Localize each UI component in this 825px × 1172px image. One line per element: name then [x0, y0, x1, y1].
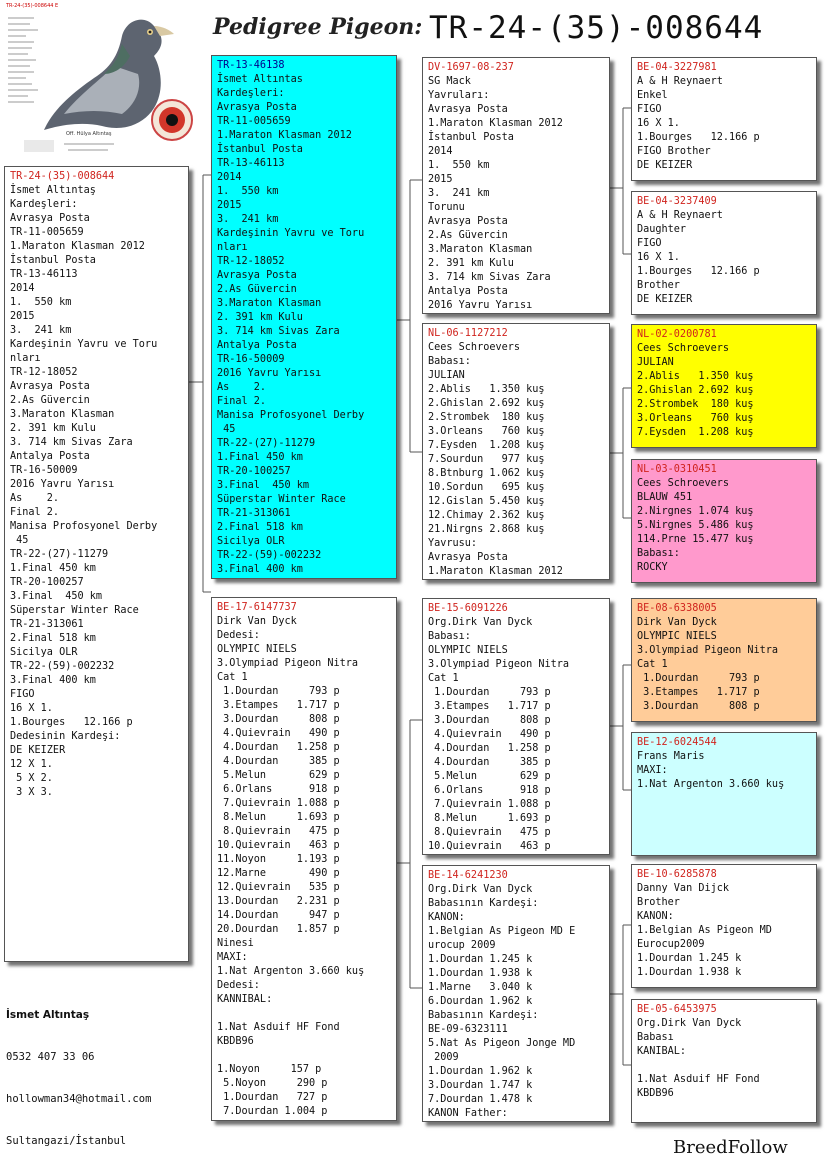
dam-dam-box — [422, 865, 610, 1122]
pedigree-line: 2016 Yavru Yarısı — [10, 479, 115, 490]
pedigree-line: 2009 — [428, 1052, 459, 1063]
pedigree-line: TR-21-313061 — [217, 508, 291, 519]
pedigree-line: TR-13-46113 — [217, 158, 285, 169]
pedigree-line: BLAUW 451 — [637, 492, 693, 503]
pedigree-line: TR-22-(27)-11279 — [10, 549, 109, 560]
pedigree-line: 16 X 1. — [10, 703, 53, 714]
owner-location: Sultangazi/İstanbul — [6, 1135, 127, 1147]
pedigree-line — [217, 1049, 396, 1063]
pedigree-line: 21.Nirgns 2.868 kuş — [428, 524, 545, 535]
pedigree-line: 7.Quievrain 1.088 p — [428, 799, 551, 810]
sire-dam-box — [422, 323, 610, 580]
pedigree-line: 3.Maraton Klasman — [428, 244, 533, 255]
pedigree-line: 2.As Güvercin — [217, 284, 297, 295]
pedigree-line: 2.Final 518 km — [217, 522, 303, 533]
pedigree-line: 1.Maraton Klasman 2012 — [217, 130, 352, 141]
pedigree-line: 3.Olympiad Pigeon Nitra — [428, 659, 570, 670]
pedigree-line: Avrasya Posta — [10, 213, 90, 224]
pedigree-line: Org.Dirk Van Dyck — [428, 884, 533, 895]
pedigree-line: 3.Maraton Klasman — [217, 298, 322, 309]
pedigree-line: 1.Belgian As Pigeon MD E — [428, 926, 576, 937]
pedigree-line: Brother — [637, 280, 680, 291]
pedigree-line: MAXI: — [217, 952, 248, 963]
pedigree-line: Final 2. — [217, 396, 267, 407]
pedigree-line: 6.Orlans 918 p — [428, 785, 551, 796]
pedigree-line: 1.Noyon 157 p — [217, 1064, 322, 1075]
pedigree-line: 3.Final 450 km — [10, 591, 103, 602]
pedigree-line: 12.Marne 490 p — [217, 868, 340, 879]
pedigree-line: 7.Eysden 1.208 kuş — [637, 427, 754, 438]
pedigree-line: 3.Etampes 1.717 p — [428, 701, 551, 712]
pedigree-line: TR-20-100257 — [10, 577, 84, 588]
pedigree-line: FIGO — [637, 238, 662, 249]
pedigree-line: DE KEIZER — [10, 745, 66, 756]
pedigree-line: TR-21-313061 — [10, 619, 84, 630]
ring-number: BE-08-6338005 — [637, 603, 717, 614]
subject-box — [4, 166, 189, 962]
pedigree-line: Cat 1 — [637, 659, 668, 670]
pedigree-line: Yavruları: — [428, 90, 490, 101]
pedigree-line: Avrasya Posta — [10, 381, 90, 392]
thumbnail-ring: TR-24-(35)-008644 E — [6, 3, 59, 9]
pedigree-line: 4.Dourdan 1.258 p — [428, 743, 551, 754]
pedigree-line: Dedesi: — [217, 630, 260, 641]
pedigree-line: Avrasya Posta — [428, 216, 508, 227]
footer-brand: BreedFollow — [673, 1137, 788, 1158]
pedigree-line: 3.Dourdan 808 p — [428, 715, 551, 726]
pedigree-line: 1.Dourdan 1.245 k — [637, 953, 742, 964]
pedigree-line: Avrasya Posta — [428, 552, 508, 563]
pedigree-line: 1.Dourdan 1.938 k — [428, 968, 533, 979]
owner-phone: 0532 407 33 06 — [6, 1051, 95, 1063]
pedigree-line: 3. 714 km Sivas Zara — [428, 272, 551, 283]
pedigree-line: 1.Maraton Klasman 2012 — [428, 118, 563, 129]
pedigree-line: KANON: — [637, 911, 674, 922]
sire-dam-sire-box — [631, 324, 817, 448]
pedigree-line: Kardeşleri: — [10, 199, 78, 210]
pedigree-line: Frans Maris — [637, 751, 705, 762]
pedigree-line: 6.Orlans 918 p — [217, 784, 340, 795]
pedigree-line: ROCKY — [637, 562, 668, 573]
pedigree-line: 2.As Güvercin — [428, 230, 508, 241]
pedigree-line: FIGO — [10, 689, 35, 700]
pedigree-line: Manisa Profosyonel Derby — [10, 521, 158, 532]
pedigree-line: 3. 241 km — [10, 325, 72, 336]
sire-box — [211, 55, 397, 579]
pedigree-line: Avrasya Posta — [428, 104, 508, 115]
pedigree-line: 45 — [10, 535, 29, 546]
pedigree-line: A & H Reynaert — [637, 210, 723, 221]
pedigree-line: Antalya Posta — [428, 286, 508, 297]
pedigree-line: TR-11-005659 — [217, 116, 291, 127]
pedigree-line: 12 X 1. — [10, 759, 53, 770]
pedigree-line: Cat 1 — [428, 673, 459, 684]
pedigree-line: 2.Strombek 180 kuş — [637, 399, 754, 410]
pedigree-line: 1.Nat Argenton 3.660 kuş — [217, 966, 365, 977]
pedigree-line: 3. 241 km — [217, 214, 279, 225]
pedigree-line: 1.Bourges 12.166 p — [637, 132, 760, 143]
pedigree-line: TR-22-(27)-11279 — [217, 438, 316, 449]
ring-number: BE-17-6147737 — [217, 602, 297, 613]
pedigree-line: Ninesi — [217, 938, 254, 949]
pedigree-line: İsmet Altıntaş — [10, 185, 96, 196]
pedigree-line: FIGO — [637, 104, 662, 115]
sire-sire-sire-box — [631, 57, 817, 181]
pedigree-line: DE KEIZER — [637, 160, 693, 171]
pedigree-line: 3.Dourdan 1.747 k — [428, 1080, 533, 1091]
pedigree-line: As 2. — [10, 493, 60, 504]
pedigree-line: 6.Dourdan 1.962 k — [428, 996, 533, 1007]
pedigree-line: urocup 2009 — [428, 940, 496, 951]
pedigree-line: 1.Dourdan 793 p — [217, 686, 340, 697]
pedigree-line: MAXI: — [637, 765, 668, 776]
pedigree-line: 13.Dourdan 2.231 p — [217, 896, 340, 907]
pedigree-line: 3.Olympiad Pigeon Nitra — [217, 658, 359, 669]
ring-number: TR-24-(35)-008644 — [10, 171, 115, 182]
ring-number: BE-04-3237409 — [637, 196, 717, 207]
pedigree-line: 5.Nat As Pigeon Jonge MD — [428, 1038, 576, 1049]
pedigree-line: 2.Ablis 1.350 kuş — [637, 371, 754, 382]
pedigree-line: 3.Dourdan 808 p — [637, 701, 760, 712]
pedigree-line: 2. 391 km Kulu — [428, 258, 514, 269]
dam-sire-box — [422, 598, 610, 855]
pedigree-line: 1.Maraton Klasman 2012 — [428, 566, 563, 577]
pedigree-line: Dirk Van Dyck — [217, 616, 297, 627]
page-label: Pedigree Pigeon: — [213, 14, 423, 40]
pedigree-line: 1.Nat Argenton 3.660 kuş — [637, 779, 785, 790]
pedigree-line: 3. 714 km Sivas Zara — [217, 326, 340, 337]
pedigree-line: 8.Quievrain 475 p — [428, 827, 551, 838]
owner-name: İsmet Altıntaş — [6, 1009, 90, 1021]
pedigree-line: JULIAN — [637, 357, 674, 368]
pedigree-line: Final 2. — [10, 507, 60, 518]
pedigree-line: DE KEIZER — [637, 294, 693, 305]
pigeon-thumbnail — [4, 4, 200, 154]
pedigree-line: 1.Nat Asduif HF Fond — [637, 1074, 760, 1085]
ring-number: NL-02-0200781 — [637, 329, 717, 340]
pedigree-line: 3.Final 400 km — [217, 564, 303, 575]
pedigree-line: 3.Etampes 1.717 p — [217, 700, 340, 711]
pedigree-line: 4.Quievrain 490 p — [217, 728, 340, 739]
pedigree-line: As 2. — [217, 382, 267, 393]
pedigree-line: 1.Maraton Klasman 2012 — [10, 241, 145, 252]
pedigree-line: 12.Gislan 5.450 kuş — [428, 496, 545, 507]
pedigree-line: Enkel — [637, 90, 668, 101]
pedigree-line: 2. 391 km Kulu — [10, 423, 96, 434]
pedigree-line: Kardeşinin Yavru ve Toru — [217, 228, 365, 239]
pedigree-line: Avrasya Posta — [217, 270, 297, 281]
pedigree-line: 1.Bourges 12.166 p — [10, 717, 133, 728]
ring-number: BE-12-6024544 — [637, 737, 717, 748]
pedigree-line: 8.Quievrain 475 p — [217, 826, 340, 837]
pedigree-line: 2.Nirgnes 1.074 kuş — [637, 506, 754, 517]
pedigree-line: 7.Dourdan 1.004 p — [217, 1106, 328, 1117]
pedigree-line: İstanbul Posta — [217, 144, 303, 155]
pedigree-line: Manisa Profosyonel Derby — [217, 410, 365, 421]
pedigree-line: 1.Dourdan 1.938 k — [637, 967, 742, 978]
pedigree-line — [217, 1007, 396, 1021]
pedigree-line: FIGO Brother — [637, 146, 711, 157]
pedigree-line: Org.Dirk Van Dyck — [428, 617, 533, 628]
pedigree-line: Kardeşleri: — [217, 88, 285, 99]
pedigree-line: 2.As Güvercin — [10, 395, 90, 406]
pedigree-line: 2. 391 km Kulu — [217, 312, 303, 323]
pedigree-line: 2.Strombek 180 kuş — [428, 412, 545, 423]
pedigree-line: TR-20-100257 — [217, 466, 291, 477]
pedigree-line: 2015 — [428, 174, 453, 185]
ring-number: BE-05-6453975 — [637, 1004, 717, 1015]
pedigree-line: 5.Melun 629 p — [217, 770, 340, 781]
dam-box — [211, 597, 397, 1121]
pedigree-line: TR-22-(59)-002232 — [10, 661, 115, 672]
ring-number: BE-04-3227981 — [637, 62, 717, 73]
pedigree-line: TR-13-46113 — [10, 269, 78, 280]
pedigree-line: OLYMPIC NIELS — [428, 645, 508, 656]
pedigree-line: 20.Dourdan 1.857 p — [217, 924, 340, 935]
pedigree-line: Yavrusu: — [428, 538, 478, 549]
pedigree-line: KANON Father: — [428, 1108, 508, 1119]
pedigree-line: 3.Orleans 760 kuş — [637, 413, 754, 424]
pedigree-line: 2016 Yavru Yarısı — [428, 300, 533, 311]
pedigree-line: 7.Dourdan 1.478 k — [428, 1094, 533, 1105]
pedigree-line: Cees Schroevers — [637, 478, 730, 489]
ring-number: NL-03-0310451 — [637, 464, 717, 475]
pedigree-line: 8.Btnburg 1.062 kuş — [428, 468, 545, 479]
pedigree-line: Cees Schroevers — [428, 342, 521, 353]
pedigree-line: KANIBAL: — [637, 1046, 687, 1057]
sire-sire-box — [422, 57, 610, 314]
pedigree-line: 7.Sourdun 977 kuş — [428, 454, 545, 465]
pedigree-line: 1.Nat Asduif HF Fond — [217, 1022, 340, 1033]
pedigree-line: KBDB96 — [637, 1088, 674, 1099]
pedigree-line: 7.Eysden 1.208 kuş — [428, 440, 545, 451]
pedigree-line: 1.Dourdan 1.245 k — [428, 954, 533, 965]
pedigree-line: 5 X 2. — [10, 773, 53, 784]
pedigree-line: 3.Maraton Klasman — [10, 409, 115, 420]
pedigree-line: KBDB96 — [217, 1036, 254, 1047]
pedigree-line: TR-12-18052 — [217, 256, 285, 267]
pedigree-line: Süperstar Winter Race — [10, 605, 139, 616]
pedigree-line: Babası: — [637, 548, 680, 559]
sire-sire-dam-box — [631, 191, 817, 315]
pedigree-line: 3.Orleans 760 kuş — [428, 426, 545, 437]
pedigree-line: İsmet Altıntas — [217, 74, 303, 85]
pedigree-line: İstanbul Posta — [10, 255, 96, 266]
pedigree-line: 2016 Yavru Yarısı — [217, 368, 322, 379]
pedigree-line: TR-22-(59)-002232 — [217, 550, 322, 561]
pedigree-line: 1. 550 km — [10, 297, 72, 308]
pedigree-line: Kardeşinin Yavru ve Toru — [10, 339, 158, 350]
pedigree-line: Dedesinin Kardeşi: — [10, 731, 121, 742]
pedigree-line: 2015 — [10, 311, 35, 322]
pedigree-line: 2.Ghislan 2.692 kuş — [428, 398, 545, 409]
pedigree-line: Babasının Kardeşi: — [428, 1010, 539, 1021]
pedigree-line: SG Mack — [428, 76, 471, 87]
ring-number: TR-13-46138 — [217, 60, 285, 71]
pedigree-line: 2.Ablis 1.350 kuş — [428, 384, 545, 395]
pedigree-line: 2014 — [217, 172, 242, 183]
pedigree-line: 16 X 1. — [637, 118, 680, 129]
pedigree-line: 5.Noyon 290 p — [217, 1078, 328, 1089]
owner-email[interactable]: hollowman34@hotmail.com — [6, 1093, 152, 1105]
pedigree-line: 12.Quievrain 535 p — [217, 882, 340, 893]
pedigree-line: Cees Schroevers — [637, 343, 730, 354]
pedigree-line: 1.Bourges 12.166 p — [637, 266, 760, 277]
pedigree-line: 1.Marne 3.040 k — [428, 982, 533, 993]
pedigree-line: 5.Nirgnes 5.486 kuş — [637, 520, 754, 531]
thumbnail-caption: Off. Hülya Altıntaş — [66, 131, 112, 137]
dam-sire-sire-box — [631, 598, 817, 722]
pedigree-line: nları — [10, 353, 41, 364]
pedigree-line: Antalya Posta — [217, 340, 297, 351]
pedigree-line: TR-11-005659 — [10, 227, 84, 238]
ring-number: NL-06-1127212 — [428, 328, 508, 339]
pedigree-line: 3.Final 450 km — [217, 480, 310, 491]
pedigree-line: 1.Dourdan 1.962 k — [428, 1066, 533, 1077]
pedigree-line: 2.Final 518 km — [10, 633, 96, 644]
pedigree-line: 4.Dourdan 385 p — [428, 757, 551, 768]
pedigree-line: KANON: — [428, 912, 465, 923]
pedigree-line: nları — [217, 242, 248, 253]
pedigree-line: Torunu — [428, 202, 465, 213]
pedigree-line: 1.Dourdan 793 p — [428, 687, 551, 698]
pedigree-line: Danny Van Dijck — [637, 883, 730, 894]
pedigree-line: Brother — [637, 897, 680, 908]
pedigree-line: 1. 550 km — [428, 160, 490, 171]
pedigree-line: 5.Melun 629 p — [428, 771, 551, 782]
pedigree-line: 16 X 1. — [637, 252, 680, 263]
pedigree-line: Dirk Van Dyck — [637, 617, 717, 628]
pedigree-line: 8.Melun 1.693 p — [428, 813, 551, 824]
pedigree-line: 3.Dourdan 808 p — [217, 714, 340, 725]
pedigree-line: 10.Quievrain 463 p — [428, 841, 551, 852]
pedigree-line: 3. 241 km — [428, 188, 490, 199]
pedigree-line: Sicilya OLR — [10, 647, 78, 658]
pedigree-line: Org.Dirk Van Dyck — [637, 1018, 742, 1029]
pedigree-line: JULIAN — [428, 370, 465, 381]
pedigree-line: Babası: — [428, 356, 471, 367]
pedigree-line: 7.Quievrain 1.088 p — [217, 798, 340, 809]
pedigree-line: 45 — [217, 424, 236, 435]
pedigree-line: 3.Olympiad Pigeon Nitra — [637, 645, 779, 656]
owner-info — [6, 980, 151, 1162]
pedigree-line: TR-16-50009 — [217, 354, 285, 365]
pedigree-line: Süperstar Winter Race — [217, 494, 346, 505]
pedigree-line: 1.Final 450 km — [10, 563, 96, 574]
dam-dam-dam-box — [631, 999, 817, 1123]
pedigree-line: 10.Quievrain 463 p — [217, 840, 340, 851]
pedigree-line: 4.Dourdan 1.258 p — [217, 742, 340, 753]
pedigree-line: Antalya Posta — [10, 451, 90, 462]
ring-number: BE-14-6241230 — [428, 870, 508, 881]
pedigree-line: Avrasya Posta — [217, 102, 297, 113]
pedigree-line: İstanbul Posta — [428, 132, 514, 143]
pedigree-line: 1.Belgian As Pigeon MD — [637, 925, 772, 936]
pedigree-line: 3.Final 400 km — [10, 675, 96, 686]
pedigree-line: 1.Dourdan 727 p — [217, 1092, 328, 1103]
sire-dam-dam-box — [631, 459, 817, 583]
pedigree-line: 1.Final 450 km — [217, 452, 303, 463]
page-title: TR-24-(35)-008644 — [429, 10, 764, 46]
pedigree-line: 2014 — [428, 146, 453, 157]
pedigree-line: TR-16-50009 — [10, 465, 78, 476]
pedigree-line: 4.Quievrain 490 p — [428, 729, 551, 740]
dam-sire-dam-box — [631, 732, 817, 856]
pedigree-line: 2.Ghislan 2.692 kuş — [637, 385, 754, 396]
pedigree-line: 2015 — [217, 200, 242, 211]
pedigree-line: Babası: — [428, 631, 471, 642]
pedigree-line: Daughter — [637, 224, 687, 235]
pedigree-line: KANNIBAL: — [217, 994, 273, 1005]
pedigree-line: 3. 714 km Sivas Zara — [10, 437, 133, 448]
pedigree-line: 1. 550 km — [217, 186, 279, 197]
pedigree-line: OLYMPIC NIELS — [637, 631, 717, 642]
pedigree-line: Eurocup2009 — [637, 939, 705, 950]
pedigree-line: 10.Sordun 695 kuş — [428, 482, 545, 493]
pedigree-line: TR-12-18052 — [10, 367, 78, 378]
pedigree-line: 14.Dourdan 947 p — [217, 910, 340, 921]
pedigree-line: Dedesi: — [217, 980, 260, 991]
pedigree-line: A & H Reynaert — [637, 76, 723, 87]
pedigree-line: Sicilya OLR — [217, 536, 285, 547]
pedigree-line: OLYMPIC NIELS — [217, 644, 297, 655]
dam-dam-sire-box — [631, 864, 817, 988]
pedigree-line: 2014 — [10, 283, 35, 294]
pedigree-line: Babası — [637, 1032, 674, 1043]
ring-number: DV-1697-08-237 — [428, 62, 514, 73]
pedigree-line: Babasının Kardeşi: — [428, 898, 539, 909]
pedigree-line: 12.Chimay 2.362 kuş — [428, 510, 545, 521]
pedigree-line: 4.Dourdan 385 p — [217, 756, 340, 767]
pedigree-line: 114.Prne 15.477 kuş — [637, 534, 754, 545]
pedigree-line — [637, 1059, 816, 1073]
pedigree-line: 1.Dourdan 793 p — [637, 673, 760, 684]
pedigree-line: BE-09-6323111 — [428, 1024, 508, 1035]
pedigree-line: 3 X 3. — [10, 787, 53, 798]
pedigree-line: 8.Melun 1.693 p — [217, 812, 340, 823]
ring-number: BE-15-6091226 — [428, 603, 508, 614]
pedigree-line: Cat 1 — [217, 672, 248, 683]
ring-number: BE-10-6285878 — [637, 869, 717, 880]
pedigree-line: 3.Etampes 1.717 p — [637, 687, 760, 698]
pedigree-line: 11.Noyon 1.193 p — [217, 854, 340, 865]
